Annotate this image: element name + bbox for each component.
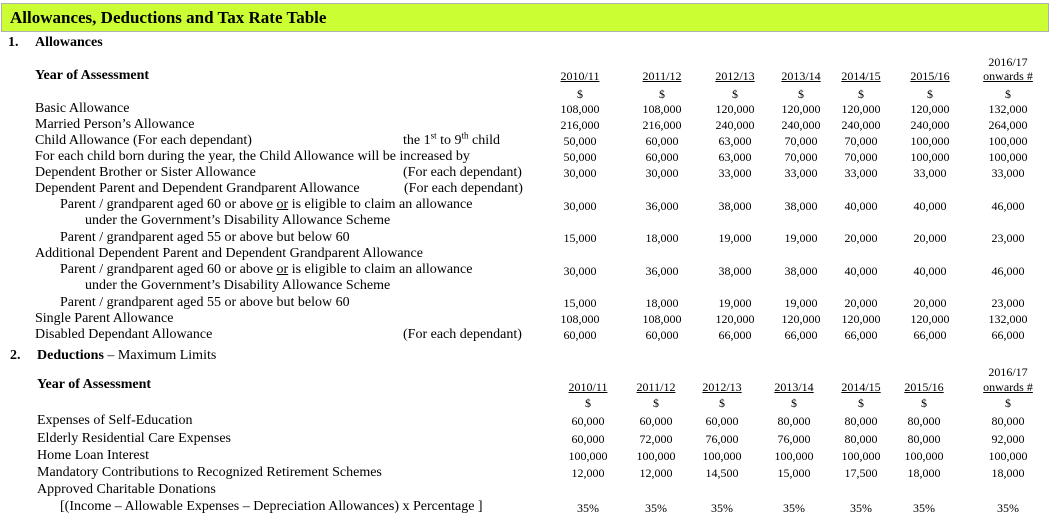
allowance-value-cell: 20,000 xyxy=(844,296,878,310)
allowance-value-cell: 70,000 xyxy=(784,150,818,164)
deductions-year-header-last-line2: onwards # xyxy=(983,380,1033,394)
allowance-value-cell: 33,000 xyxy=(784,166,818,180)
allowance-value-cell: 19,000 xyxy=(784,231,818,245)
allowances-currency-symbol: $ xyxy=(659,87,665,101)
allowance-value-cell: 38,000 xyxy=(718,264,752,278)
page-title: Allowances, Deductions and Tax Rate Table xyxy=(10,8,327,27)
allowances-currency-symbol: $ xyxy=(577,87,583,101)
allowances-currency-symbol: $ xyxy=(1005,87,1011,101)
allowances-year-header: 2013/14 xyxy=(781,69,821,83)
deduction-value-cell: 12,000 xyxy=(639,466,673,480)
allowance-value-cell: 38,000 xyxy=(784,199,818,213)
allowance-row-label: Additional Dependent Parent and Dependent Grandparent Allowance xyxy=(35,246,423,261)
allowance-row-label: Single Parent Allowance xyxy=(35,311,174,326)
allowance-value-cell: 30,000 xyxy=(645,166,679,180)
allowance-value-cell: 38,000 xyxy=(784,264,818,278)
deduction-value-cell: 100,000 xyxy=(568,449,608,463)
allowance-value-cell: 132,000 xyxy=(988,312,1028,326)
allowance-value-cell: 60,000 xyxy=(645,150,679,164)
deduction-value-cell: 14,500 xyxy=(705,466,739,480)
underlined-or: or xyxy=(276,262,289,277)
allowances-year-header: 2012/13 xyxy=(715,69,755,83)
allowance-value-cell: 36,000 xyxy=(645,264,679,278)
deduction-value-cell: 15,000 xyxy=(777,466,811,480)
deduction-value-cell: 100,000 xyxy=(904,449,944,463)
deduction-value-cell: 100,000 xyxy=(636,449,676,463)
deduction-value-cell: 35% xyxy=(645,501,667,515)
allowance-row-label: Parent / grandparent aged 55 or above but below 60 xyxy=(60,230,350,245)
allowance-value-cell: 18,000 xyxy=(645,231,679,245)
allowance-value-cell: 50,000 xyxy=(563,134,597,148)
deduction-value-cell: 76,000 xyxy=(705,432,739,446)
deduction-value-cell: 35% xyxy=(913,501,935,515)
allowances-year-label: Year of Assessment xyxy=(35,68,150,83)
allowance-value-cell: 46,000 xyxy=(991,264,1025,278)
allowance-row-label: Basic Allowance xyxy=(35,101,130,116)
allowance-value-cell: 30,000 xyxy=(563,199,597,213)
allowance-value-cell: 66,000 xyxy=(991,328,1025,342)
deductions-year-label: Year of Assessment xyxy=(37,377,152,392)
allowance-value-cell: 20,000 xyxy=(913,231,947,245)
allowances-year-header: 2015/16 xyxy=(910,69,950,83)
deductions-section-number: 2. xyxy=(10,348,21,363)
deductions-year-header: 2015/16 xyxy=(904,380,944,394)
deductions-currency-symbol: $ xyxy=(653,396,659,410)
deduction-value-cell: 60,000 xyxy=(639,414,673,428)
allowance-value-cell: 100,000 xyxy=(910,134,950,148)
allowance-value-cell: 240,000 xyxy=(781,118,821,132)
deduction-value-cell: 80,000 xyxy=(844,432,878,446)
deduction-value-cell: 100,000 xyxy=(774,449,814,463)
allowances-currency-symbol: $ xyxy=(927,87,933,101)
deduction-value-cell: 100,000 xyxy=(841,449,881,463)
allowance-value-cell: 19,000 xyxy=(784,296,818,310)
allowances-year-header-last-line1: 2016/17 xyxy=(988,55,1028,69)
allowance-value-cell: 120,000 xyxy=(910,312,950,326)
allowance-value-cell: 100,000 xyxy=(988,134,1028,148)
deduction-value-cell: 60,000 xyxy=(705,414,739,428)
allowance-value-cell: 30,000 xyxy=(563,166,597,180)
allowances-currency-symbol: $ xyxy=(798,87,804,101)
allowance-value-cell: 66,000 xyxy=(913,328,947,342)
allowance-value-cell: 30,000 xyxy=(563,264,597,278)
allowance-value-cell: 60,000 xyxy=(645,328,679,342)
allowance-value-cell: 33,000 xyxy=(718,166,752,180)
deduction-value-cell: 80,000 xyxy=(777,414,811,428)
allowance-value-cell: 20,000 xyxy=(913,296,947,310)
allowance-value-cell: 18,000 xyxy=(645,296,679,310)
allowance-value-cell: 120,000 xyxy=(910,102,950,116)
allowance-row-label-line2: under the Government’s Disability Allowance Scheme xyxy=(85,213,391,228)
deduction-value-cell: 60,000 xyxy=(571,432,605,446)
allowance-row-label: Married Person’s Allowance xyxy=(35,117,195,132)
allowances-heading: Allowances xyxy=(35,35,103,50)
deduction-value-cell: 35% xyxy=(711,501,733,515)
deduction-value-cell: 35% xyxy=(997,501,1019,515)
deductions-heading: Deductions – Maximum Limits xyxy=(37,348,217,363)
deduction-value-cell: 76,000 xyxy=(777,432,811,446)
allowance-value-cell: 66,000 xyxy=(844,328,878,342)
allowance-value-cell: 38,000 xyxy=(718,199,752,213)
deduction-value-cell: 100,000 xyxy=(702,449,742,463)
allowance-value-cell: 33,000 xyxy=(844,166,878,180)
deduction-row-label: Elderly Residential Care Expenses xyxy=(37,431,231,446)
deductions-currency-symbol: $ xyxy=(585,396,591,410)
allowance-value-cell: 70,000 xyxy=(844,150,878,164)
deduction-value-cell: 12,000 xyxy=(571,466,605,480)
allowance-value-cell: 23,000 xyxy=(991,296,1025,310)
allowance-value-cell: 120,000 xyxy=(715,312,755,326)
deduction-row-label: [(Income – Allowable Expenses – Depreciation Allowances) x Percentage ] xyxy=(60,499,483,514)
allowance-row-label: Dependent Parent and Dependent Grandparent Allowance xyxy=(35,181,360,196)
deductions-year-header: 2014/15 xyxy=(841,380,881,394)
deduction-value-cell: 18,000 xyxy=(991,466,1025,480)
allowances-section-number: 1. xyxy=(8,35,19,50)
for-each-dependant-note: (For each dependant) xyxy=(403,327,522,342)
allowances-year-header: 2010/11 xyxy=(560,69,600,83)
allowance-value-cell: 63,000 xyxy=(718,150,752,164)
allowance-row-label: For each child born during the year, the Child Allowance will be increased by xyxy=(35,149,470,164)
allowances-currency-symbol: $ xyxy=(858,87,864,101)
allowance-value-cell: 216,000 xyxy=(560,118,600,132)
allowance-row-label: Parent / grandparent aged 55 or above but below 60 xyxy=(60,295,350,310)
deductions-currency-symbol: $ xyxy=(1005,396,1011,410)
deductions-year-header: 2011/12 xyxy=(636,380,676,394)
deduction-value-cell: 35% xyxy=(850,501,872,515)
allowance-value-cell: 15,000 xyxy=(563,231,597,245)
deductions-year-header: 2012/13 xyxy=(702,380,742,394)
allowance-value-cell: 60,000 xyxy=(645,134,679,148)
allowance-value-cell: 23,000 xyxy=(991,231,1025,245)
allowance-value-cell: 15,000 xyxy=(563,296,597,310)
allowance-value-cell: 216,000 xyxy=(642,118,682,132)
deductions-currency-symbol: $ xyxy=(719,396,725,410)
allowance-value-cell: 240,000 xyxy=(715,118,755,132)
deduction-value-cell: 72,000 xyxy=(639,432,673,446)
allowance-value-cell: 100,000 xyxy=(988,150,1028,164)
deduction-row-label: Home Loan Interest xyxy=(37,448,149,463)
allowance-row-label-line2: under the Government’s Disability Allowance Scheme xyxy=(85,278,391,293)
allowances-year-header: 2014/15 xyxy=(841,69,881,83)
allowances-year-header: 2011/12 xyxy=(642,69,682,83)
allowance-value-cell: 33,000 xyxy=(913,166,947,180)
deduction-value-cell: 100,000 xyxy=(988,449,1028,463)
allowance-row-label: Parent / grandparent aged 60 or above or is eligible to claim an allowance xyxy=(60,262,473,277)
allowance-value-cell: 108,000 xyxy=(560,312,600,326)
allowance-value-cell: 264,000 xyxy=(988,118,1028,132)
allowance-row-label: Child Allowance (For each dependant) xyxy=(35,133,252,148)
allowance-value-cell: 19,000 xyxy=(718,296,752,310)
allowance-row-label: Disabled Dependant Allowance xyxy=(35,327,213,342)
allowance-value-cell: 120,000 xyxy=(781,312,821,326)
deduction-value-cell: 60,000 xyxy=(571,414,605,428)
allowance-value-cell: 46,000 xyxy=(991,199,1025,213)
allowance-value-cell: 60,000 xyxy=(563,328,597,342)
allowance-value-cell: 100,000 xyxy=(910,150,950,164)
allowance-value-cell: 66,000 xyxy=(718,328,752,342)
allowances-currency-symbol: $ xyxy=(732,87,738,101)
allowance-value-cell: 120,000 xyxy=(841,102,881,116)
child-ordinal-note: the 1st to 9th child xyxy=(403,130,501,148)
allowance-value-cell: 40,000 xyxy=(844,199,878,213)
allowance-value-cell: 120,000 xyxy=(781,102,821,116)
allowance-value-cell: 132,000 xyxy=(988,102,1028,116)
deduction-value-cell: 80,000 xyxy=(907,414,941,428)
allowance-value-cell: 240,000 xyxy=(841,118,881,132)
allowance-value-cell: 120,000 xyxy=(841,312,881,326)
allowance-value-cell: 70,000 xyxy=(844,134,878,148)
deduction-value-cell: 35% xyxy=(783,501,805,515)
allowance-value-cell: 108,000 xyxy=(560,102,600,116)
allowance-value-cell: 108,000 xyxy=(642,312,682,326)
allowances-year-header-last-line2: onwards # xyxy=(983,69,1033,83)
deductions-currency-symbol: $ xyxy=(791,396,797,410)
deductions-currency-symbol: $ xyxy=(858,396,864,410)
allowance-value-cell: 108,000 xyxy=(642,102,682,116)
deduction-value-cell: 35% xyxy=(577,501,599,515)
deductions-currency-symbol: $ xyxy=(921,396,927,410)
allowance-value-cell: 40,000 xyxy=(844,264,878,278)
allowance-value-cell: 70,000 xyxy=(784,134,818,148)
allowance-row-label: Parent / grandparent aged 60 or above or is eligible to claim an allowance xyxy=(60,197,473,212)
for-each-dependant-note: (For each dependant) xyxy=(403,165,522,180)
allowance-value-cell: 20,000 xyxy=(844,231,878,245)
deduction-value-cell: 17,500 xyxy=(844,466,878,480)
deductions-year-header: 2010/11 xyxy=(568,380,608,394)
deduction-value-cell: 80,000 xyxy=(991,414,1025,428)
allowance-value-cell: 19,000 xyxy=(718,231,752,245)
allowance-value-cell: 50,000 xyxy=(563,150,597,164)
allowance-value-cell: 120,000 xyxy=(715,102,755,116)
title-banner xyxy=(1,3,1049,32)
allowance-value-cell: 33,000 xyxy=(991,166,1025,180)
allowance-row-label: Dependent Brother or Sister Allowance xyxy=(35,165,256,180)
deductions-year-header: 2013/14 xyxy=(774,380,814,394)
for-each-dependant-note: (For each dependant) xyxy=(404,181,523,196)
deductions-year-header-last-line1: 2016/17 xyxy=(988,365,1028,379)
deductions-heading-bold: Deductions xyxy=(37,348,104,363)
deduction-row-label: Expenses of Self-Education xyxy=(37,413,193,428)
deduction-value-cell: 92,000 xyxy=(991,432,1025,446)
deduction-row-label: Mandatory Contributions to Recognized Retirement Schemes xyxy=(37,465,382,480)
allowance-value-cell: 40,000 xyxy=(913,199,947,213)
allowance-value-cell: 66,000 xyxy=(784,328,818,342)
deduction-row-label: Approved Charitable Donations xyxy=(37,482,216,497)
underlined-or: or xyxy=(276,197,289,212)
deduction-value-cell: 80,000 xyxy=(907,432,941,446)
allowance-value-cell: 40,000 xyxy=(913,264,947,278)
deduction-value-cell: 18,000 xyxy=(907,466,941,480)
deduction-value-cell: 80,000 xyxy=(844,414,878,428)
allowance-value-cell: 36,000 xyxy=(645,199,679,213)
allowance-value-cell: 240,000 xyxy=(910,118,950,132)
allowance-value-cell: 63,000 xyxy=(718,134,752,148)
